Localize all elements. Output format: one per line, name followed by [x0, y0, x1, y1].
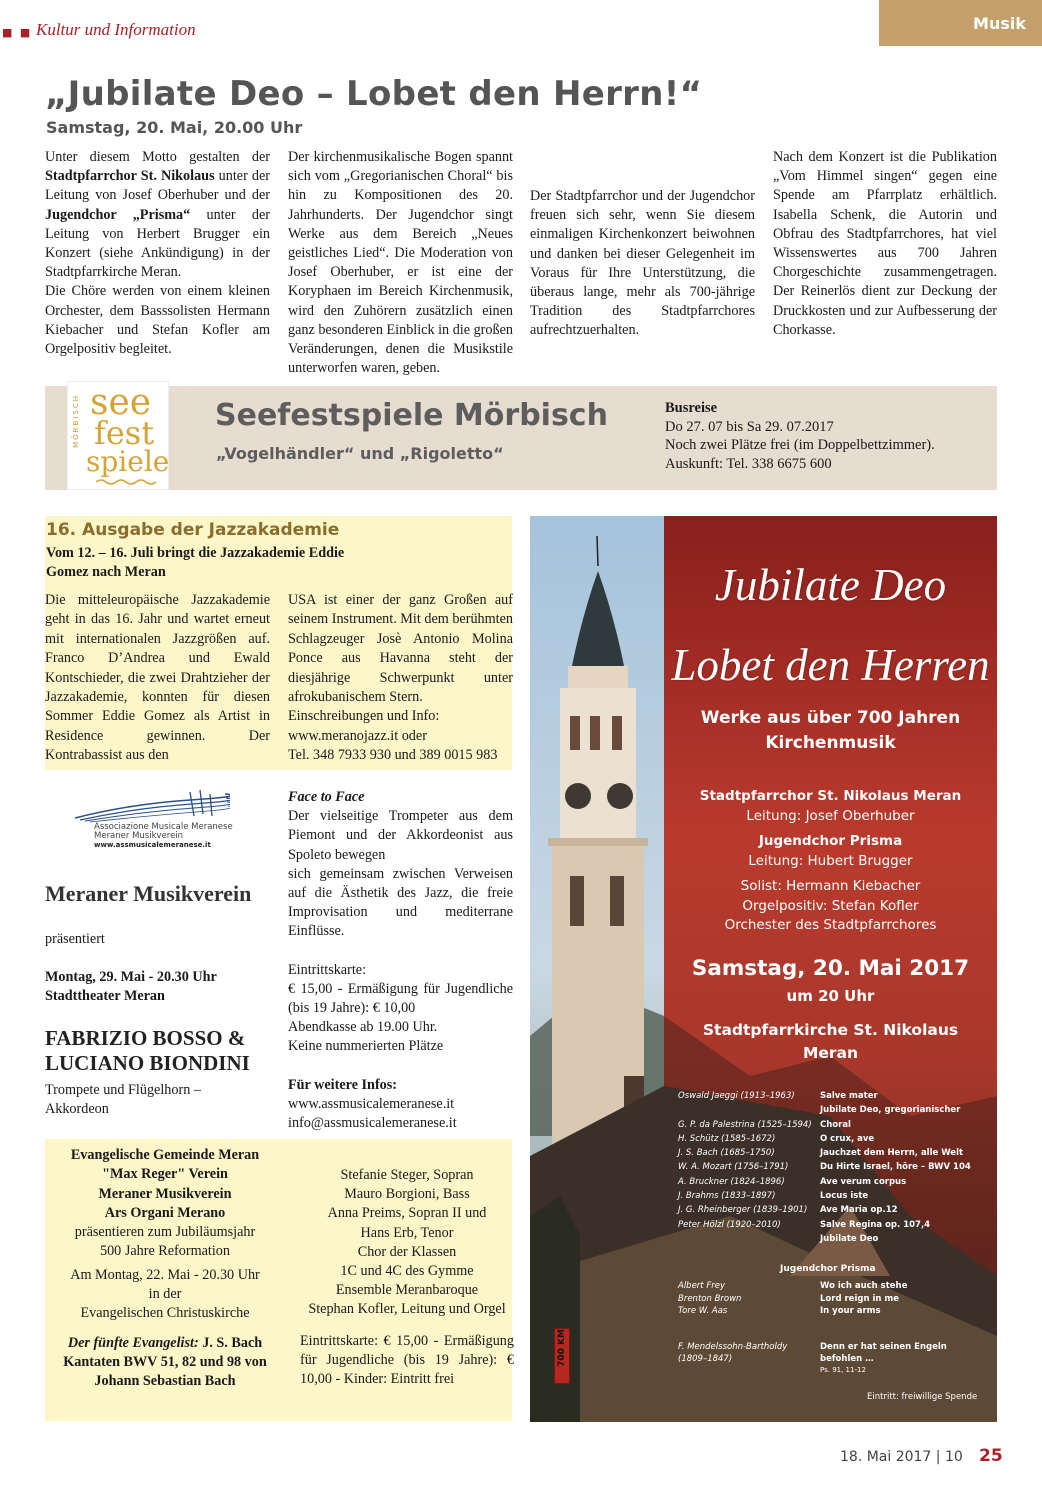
- poster-lead-1: Leitung: Josef Oberhuber: [746, 808, 915, 824]
- article-title: „Jubilate Deo – Lobet den Herrn!“: [45, 74, 703, 114]
- poster-title-2: Lobet den Herren: [671, 640, 990, 690]
- seefest-subtitle: „Vogelhändler“ und „Rigoletto“: [216, 444, 504, 463]
- instruments: Trompete und Flügelhorn – Akkordeon: [45, 1082, 201, 1117]
- program-works: Salve mater Jubilate Deo, gregorianischer Choral O crux, ave Jauchzet dem Herrn, alle Welt Du Hirte Israel, höre – BWV 104 Ave verum corpus Locus iste Ave Maria op.12 Salve Regina op. 107,4 Jubilate Deo: [820, 1091, 971, 1244]
- article-col-1: Unter diesem Motto gestalten der Stadtpfarrchor St. Nikolaus unter der Leitung von Josef Oberhuber und der Jugendchor „Prisma“ unter der Leitung von Herbert Brugger ein Konzert (siehe Ankündigung) in der Stadtpfarrkirche Meran. Die Chöre werden von einem kleinen Orchester, dem Basssolisten Hermann Kiebacher und Stefan Kofler am Orgelpositiv begleitet.: [45, 149, 270, 358]
- bus-info: Busreise Do 27. 07 bis Sa 29. 07.2017 Noch zwei Plätze frei (im Doppelbettzimmer). Auskunft: Tel. 338 6675 600: [665, 400, 935, 472]
- program2-composers: Albert Frey Brenton Brown Tore W. Aas: [678, 1281, 742, 1316]
- poster-venue-2: Meran: [802, 1044, 859, 1062]
- artists: FABRIZIO BOSSO & LUCIANO BIONDINI: [45, 1026, 250, 1075]
- musikverein-url[interactable]: www.assmusicalemeranese.it: [288, 1095, 455, 1112]
- musikverein-email[interactable]: info@assmusicalemeranese.it: [288, 1115, 457, 1132]
- program-mendelssohn: F. Mendelssohn-Bartholdy (1809–1847): [678, 1342, 788, 1364]
- article-col-2: Der kirchenmusikalische Bogen spannt sich vom „Gregorianischen Choral“ bis hin zu Kompositionen des 20. Jahrhunderts. Der Jugendchor singt Werke aus dem Bereich „Neues geistliches Lied“. Die Moderation von Josef Oberhuber, er ist eine der Koryphaen im Bereich Kirchenmusik, wird den Zuhörern zusätzlich einen ganz besonderen Einblick in die großen Veränderungen, denen die Musikstile unterworfen waren, geben.: [288, 149, 513, 377]
- music-wave-icon: [70, 786, 230, 824]
- musikverein-logo: Associazione Musicale Meranese Meraner Musikverein www.assmusicalemeranese.it: [50, 786, 260, 854]
- seefest-title: Seefestspiele Mörbisch: [215, 398, 608, 433]
- evangelisch-left: Evangelische Gemeinde Meran "Max Reger" Verein Meraner Musikverein Ars Organi Merano präsentieren zum Jubiläumsjahr 500 Jahre Reformation Am Montag, 22. Mai - 20.30 Uhr in der Evangelischen Christuskirche Der fünfte Evangelist: J. S. Bach Kantaten BWV 51, 82 und 98 von Johann Sebastian Bach: [63, 1147, 267, 1390]
- musikverein-title: Meraner Musikverein: [45, 881, 252, 906]
- jazz-col-2: USA ist einer der ganz Großen auf seinem Instrument. Mit dem berühmten Schlagzeuger Josè Antonio Molina Ponce aus Havanna steht der diesjährige Schwerpunkt unter afrokubanischem Stern. Einschreibungen und Info: www.meranojazz.it oder Tel. 348 7933 930 und 389 0015 983: [288, 592, 513, 764]
- poster-lead-2: Leitung: Hubert Brugger: [748, 853, 913, 869]
- poster-title-1: Jubilate Deo: [714, 560, 947, 610]
- article-col-4: Nach dem Konzert ist die Publikation „Vom Himmel singen“ gegen eine Spende am Pfarrplatz erhältlich. Isabella Schenk, die Autorin und Obfrau des Stadtpfarrchores, hat viel Wissenswertes aus 700 Jahren Chorgeschichte zusammengetragen. Der Reinerlös dient zur Deckung der Druckkosten und zur Aufbesserung der Chorkasse.: [773, 149, 997, 338]
- concert-poster: [530, 516, 997, 1422]
- jazz-title: 16. Ausgabe der Jazzakademie: [46, 520, 340, 540]
- poster-organ: Orgelpositiv: Stefan Kofler: [742, 898, 919, 914]
- evangelisch-right: Stefanie Steger, Sopran Mauro Borgioni, Bass Anna Preims, Sopran II und Hans Erb, Tenor Chor der Klassen 1C und 4C des Gymme Ensemble Meranbaroque Stephan Kofler, Leitung und Orgel Eintrittskarte: € 15,00 - Ermäßigung für Jugendliche (bis 19 Jahre): € 10,00 - Kinder: Eintritt frei: [300, 1167, 514, 1388]
- poster-headline: Werke aus über 700 Jahren Kirchenmusik: [700, 708, 961, 753]
- poster-orchestra: Orchester des Stadtpfarrchores: [724, 917, 937, 933]
- section-tab[interactable]: Musik: [879, 0, 1042, 46]
- article-col-3: Der Stadtpfarrchor und der Jugendchor freuen sich sehr, wenn Sie diesem einmaligen Kirchenkonzert beiwohnen und danken bei dieser Gelegenheit im Voraus für Ihre Unterstützung, die überaus lange, mehr als 700-jährige Tradition des Stadtpfarrchores aufrechtzuerhalten.: [530, 188, 755, 339]
- poster-logo: 700 KM: [554, 1328, 570, 1384]
- wave-icon: [96, 478, 156, 486]
- jazz-subtitle: Vom 12. – 16. Juli bringt die Jazzakademie Eddie Gomez nach Meran: [46, 545, 345, 580]
- program-prisma-heading: Jugendchor Prisma: [780, 1264, 876, 1274]
- concert-date: Montag, 29. Mai - 20.30 Uhr Stadttheater Meran: [45, 969, 217, 1004]
- program-mendelssohn-work: Denn er hat seinen Engeln befohlen … Ps. 91, 11-12: [820, 1342, 947, 1374]
- footer-date: 18. Mai 2017 | 10: [840, 1449, 963, 1465]
- page-number: 25: [979, 1446, 1003, 1466]
- jazz-col-1: Die mitteleuropäische Jazzakademie geht in das 16. Jahr und wartet erneut mit internationalen Jazzgrößen auf. Franco D’Andrea und Ewald Kontschieder, die zwei Drahtzieher der Jazzakademie, konnten für diesen Sommer Eddie Gomez als Artist in Residence gewinnen. Der Kontrabassist aus den: [45, 592, 270, 764]
- face-to-face: Face to Face Der vielseitige Trompeter aus dem Piemont und der Akkordeonist aus Spoleto bewegen sich gemeinsam zwischen Verweisen auf die Ästhetik des Jazz, die freie Improvisation und mediterrane Einflüsse. Eintrittskarte: € 15,00 - Ermäßigung für Jugendliche (bis 19 Jahre): € 10,00 Abendkasse ab 19.00 Uhr. Keine nummerierten Plätze Für weitere Infos: www.assmusicalemeranese.it info@assmusicalemeranese.it: [288, 788, 513, 1133]
- poster-solist: Solist: Hermann Kiebacher: [740, 878, 921, 894]
- poster-time: um 20 Uhr: [786, 987, 875, 1005]
- poster-date: Samstag, 20. Mai 2017: [691, 956, 970, 981]
- presents-label: präsentiert: [45, 931, 105, 947]
- program2-works: Wo ich auch stehe Lord reign in me In your arms: [820, 1281, 908, 1316]
- header-dots: ■ ■: [2, 26, 33, 39]
- poster-venue-1: Stadtpfarrkirche St. Nikolaus: [702, 1021, 959, 1039]
- section-title: Kultur und Information: [36, 20, 196, 39]
- poster-choir-2: Jugendchor Prisma: [758, 833, 903, 849]
- article-subtitle: Samstag, 20. Mai, 20.00 Uhr: [46, 118, 303, 137]
- seefest-logo: MÖRBISCH see fest spiele: [67, 381, 169, 490]
- program-composers: Oswald Jaeggi (1913–1963) G. P. da Palestrina (1525–1594) H. Schütz (1585–1672) J. S. Bach (1685–1750) W. A. Mozart (1756–1791) A. Bruckner (1824–1896) J. Brahms (1833–1897) J. G. Rheinberger (1839–1901) Peter Hölzl (1920–2010): [678, 1091, 812, 1230]
- poster-entry: Eintritt: freiwillige Spende: [867, 1392, 978, 1402]
- jazz-link[interactable]: www.meranojazz.it oder: [288, 727, 427, 744]
- poster-choir-1: Stadtpfarrchor St. Nikolaus Meran: [699, 788, 962, 804]
